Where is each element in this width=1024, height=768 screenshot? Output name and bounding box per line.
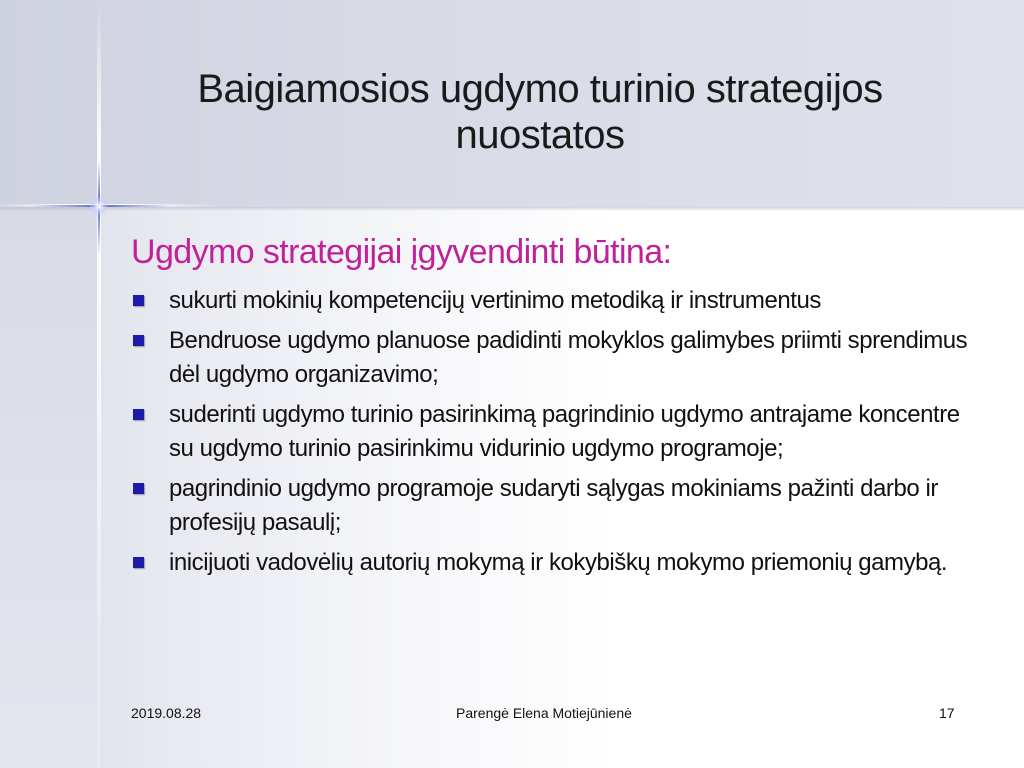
square-bullet-icon bbox=[133, 483, 144, 494]
sparkle-star-glow bbox=[90, 197, 108, 215]
slide-title bbox=[140, 66, 940, 158]
bullet-item bbox=[131, 324, 981, 392]
square-bullet-icon bbox=[133, 335, 144, 346]
bullet-item bbox=[131, 284, 981, 318]
slide-subheading: Ugdymo strategijai įgyvendinti būtina: bbox=[131, 233, 672, 271]
bullet-text: inicijuoti vadovėlių autorių mokymą ir kokybiškų mokymo priemonių gamybą. bbox=[169, 549, 948, 576]
bullet-text: pagrindinio ugdymo programoje sudaryti sąlygas mokiniams pažinti darbo ir profesijų pasaulį; bbox=[169, 475, 938, 536]
square-bullet-icon bbox=[133, 557, 144, 568]
footer-date: 2019.08.28 bbox=[131, 705, 202, 721]
footer-author: Parengė Elena Motiejūnienė bbox=[456, 705, 632, 721]
sparkle-star-icon bbox=[97, 0, 101, 768]
header-divider bbox=[0, 207, 1024, 211]
bullet-text: Bendruose ugdymo planuose padidinti mokyklos galimybes priimti sprendimus dėl ugdymo organizavimo; bbox=[169, 327, 968, 388]
square-bullet-icon bbox=[133, 409, 144, 420]
slide-title-line2: nuostatos bbox=[455, 113, 625, 157]
bullet-item bbox=[131, 546, 981, 580]
slide-title-line1: Baigiamosios ugdymo turinio strategijos bbox=[197, 67, 883, 111]
footer-page-number: 17 bbox=[939, 705, 955, 721]
bullet-text: sukurti mokinių kompetencijų vertinimo metodiką ir instrumentus bbox=[169, 287, 821, 314]
square-bullet-icon bbox=[133, 295, 144, 306]
bullet-item bbox=[131, 472, 981, 540]
bullet-list bbox=[131, 284, 981, 586]
bullet-text: suderinti ugdymo turinio pasirinkimą pagrindinio ugdymo antrajame koncentre su ugdymo turinio pasirinkimu vidurinio ugdymo programoje; bbox=[169, 401, 960, 462]
bullet-item bbox=[131, 398, 981, 466]
